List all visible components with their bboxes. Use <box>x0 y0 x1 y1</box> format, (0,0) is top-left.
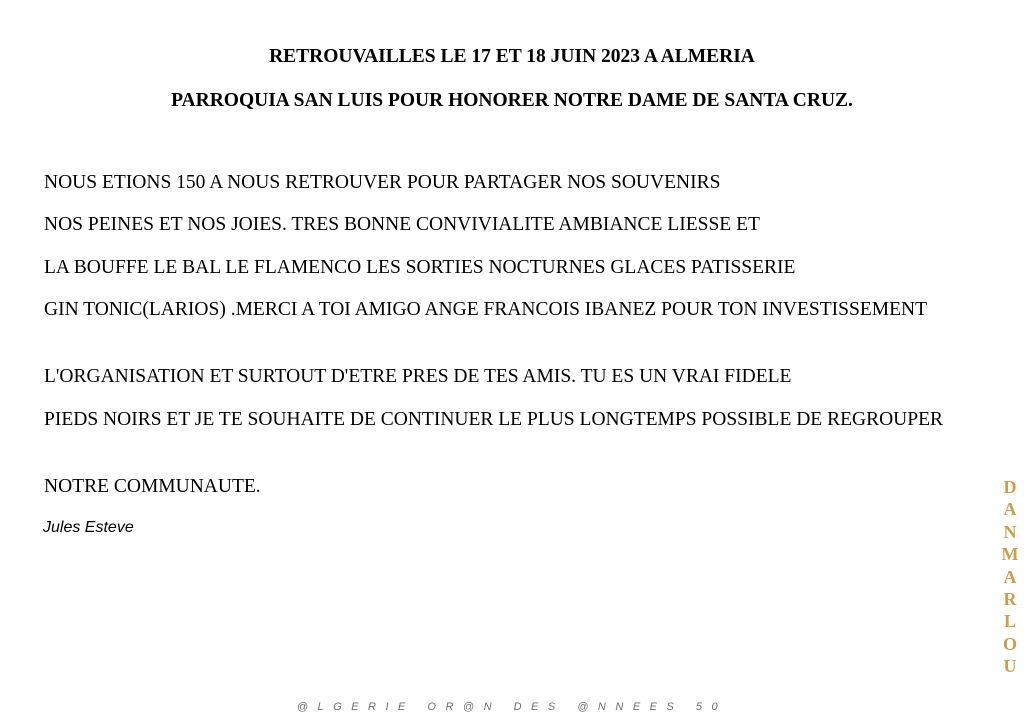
paragraph-2: NOS PEINES ET NOS JOIES. TRES BONNE CONVIVIALITE AMBIANCE LIESSE ET <box>44 214 760 235</box>
paragraph-1: NOUS ETIONS 150 A NOUS RETROUVER POUR PARTAGER NOS SOUVENIRS <box>44 172 721 193</box>
paragraph-5: L'ORGANISATION ET SURTOUT D'ETRE PRES DE TES AMIS. TU ES UN VRAI FIDELE <box>44 366 792 387</box>
signature: Jules Esteve <box>43 519 134 536</box>
footer-watermark: @LGERIE OR@N DES @NNEES 50 <box>296 701 728 713</box>
paragraph-4: GIN TONIC(LARIOS) .MERCI A TOI AMIGO ANGE FRANCOIS IBANEZ POUR TON INVESTISSEMENT <box>44 299 927 320</box>
paragraph-3: LA BOUFFE LE BAL LE FLAMENCO LES SORTIES NOCTURNES GLACES PATISSERIE <box>44 257 796 278</box>
vertical-watermark: DANMARLOU <box>1001 477 1019 677</box>
paragraph-7: NOTRE COMMUNAUTE. <box>44 476 261 497</box>
page-title: RETROUVAILLES LE 17 ET 18 JUIN 2023 A ALMERIA <box>269 46 755 67</box>
paragraph-6: PIEDS NOIRS ET JE TE SOUHAITE DE CONTINUER LE PLUS LONGTEMPS POSSIBLE DE REGROUPER <box>44 409 944 430</box>
page-subtitle: PARROQUIA SAN LUIS POUR HONORER NOTRE DAME DE SANTA CRUZ. <box>171 90 853 111</box>
